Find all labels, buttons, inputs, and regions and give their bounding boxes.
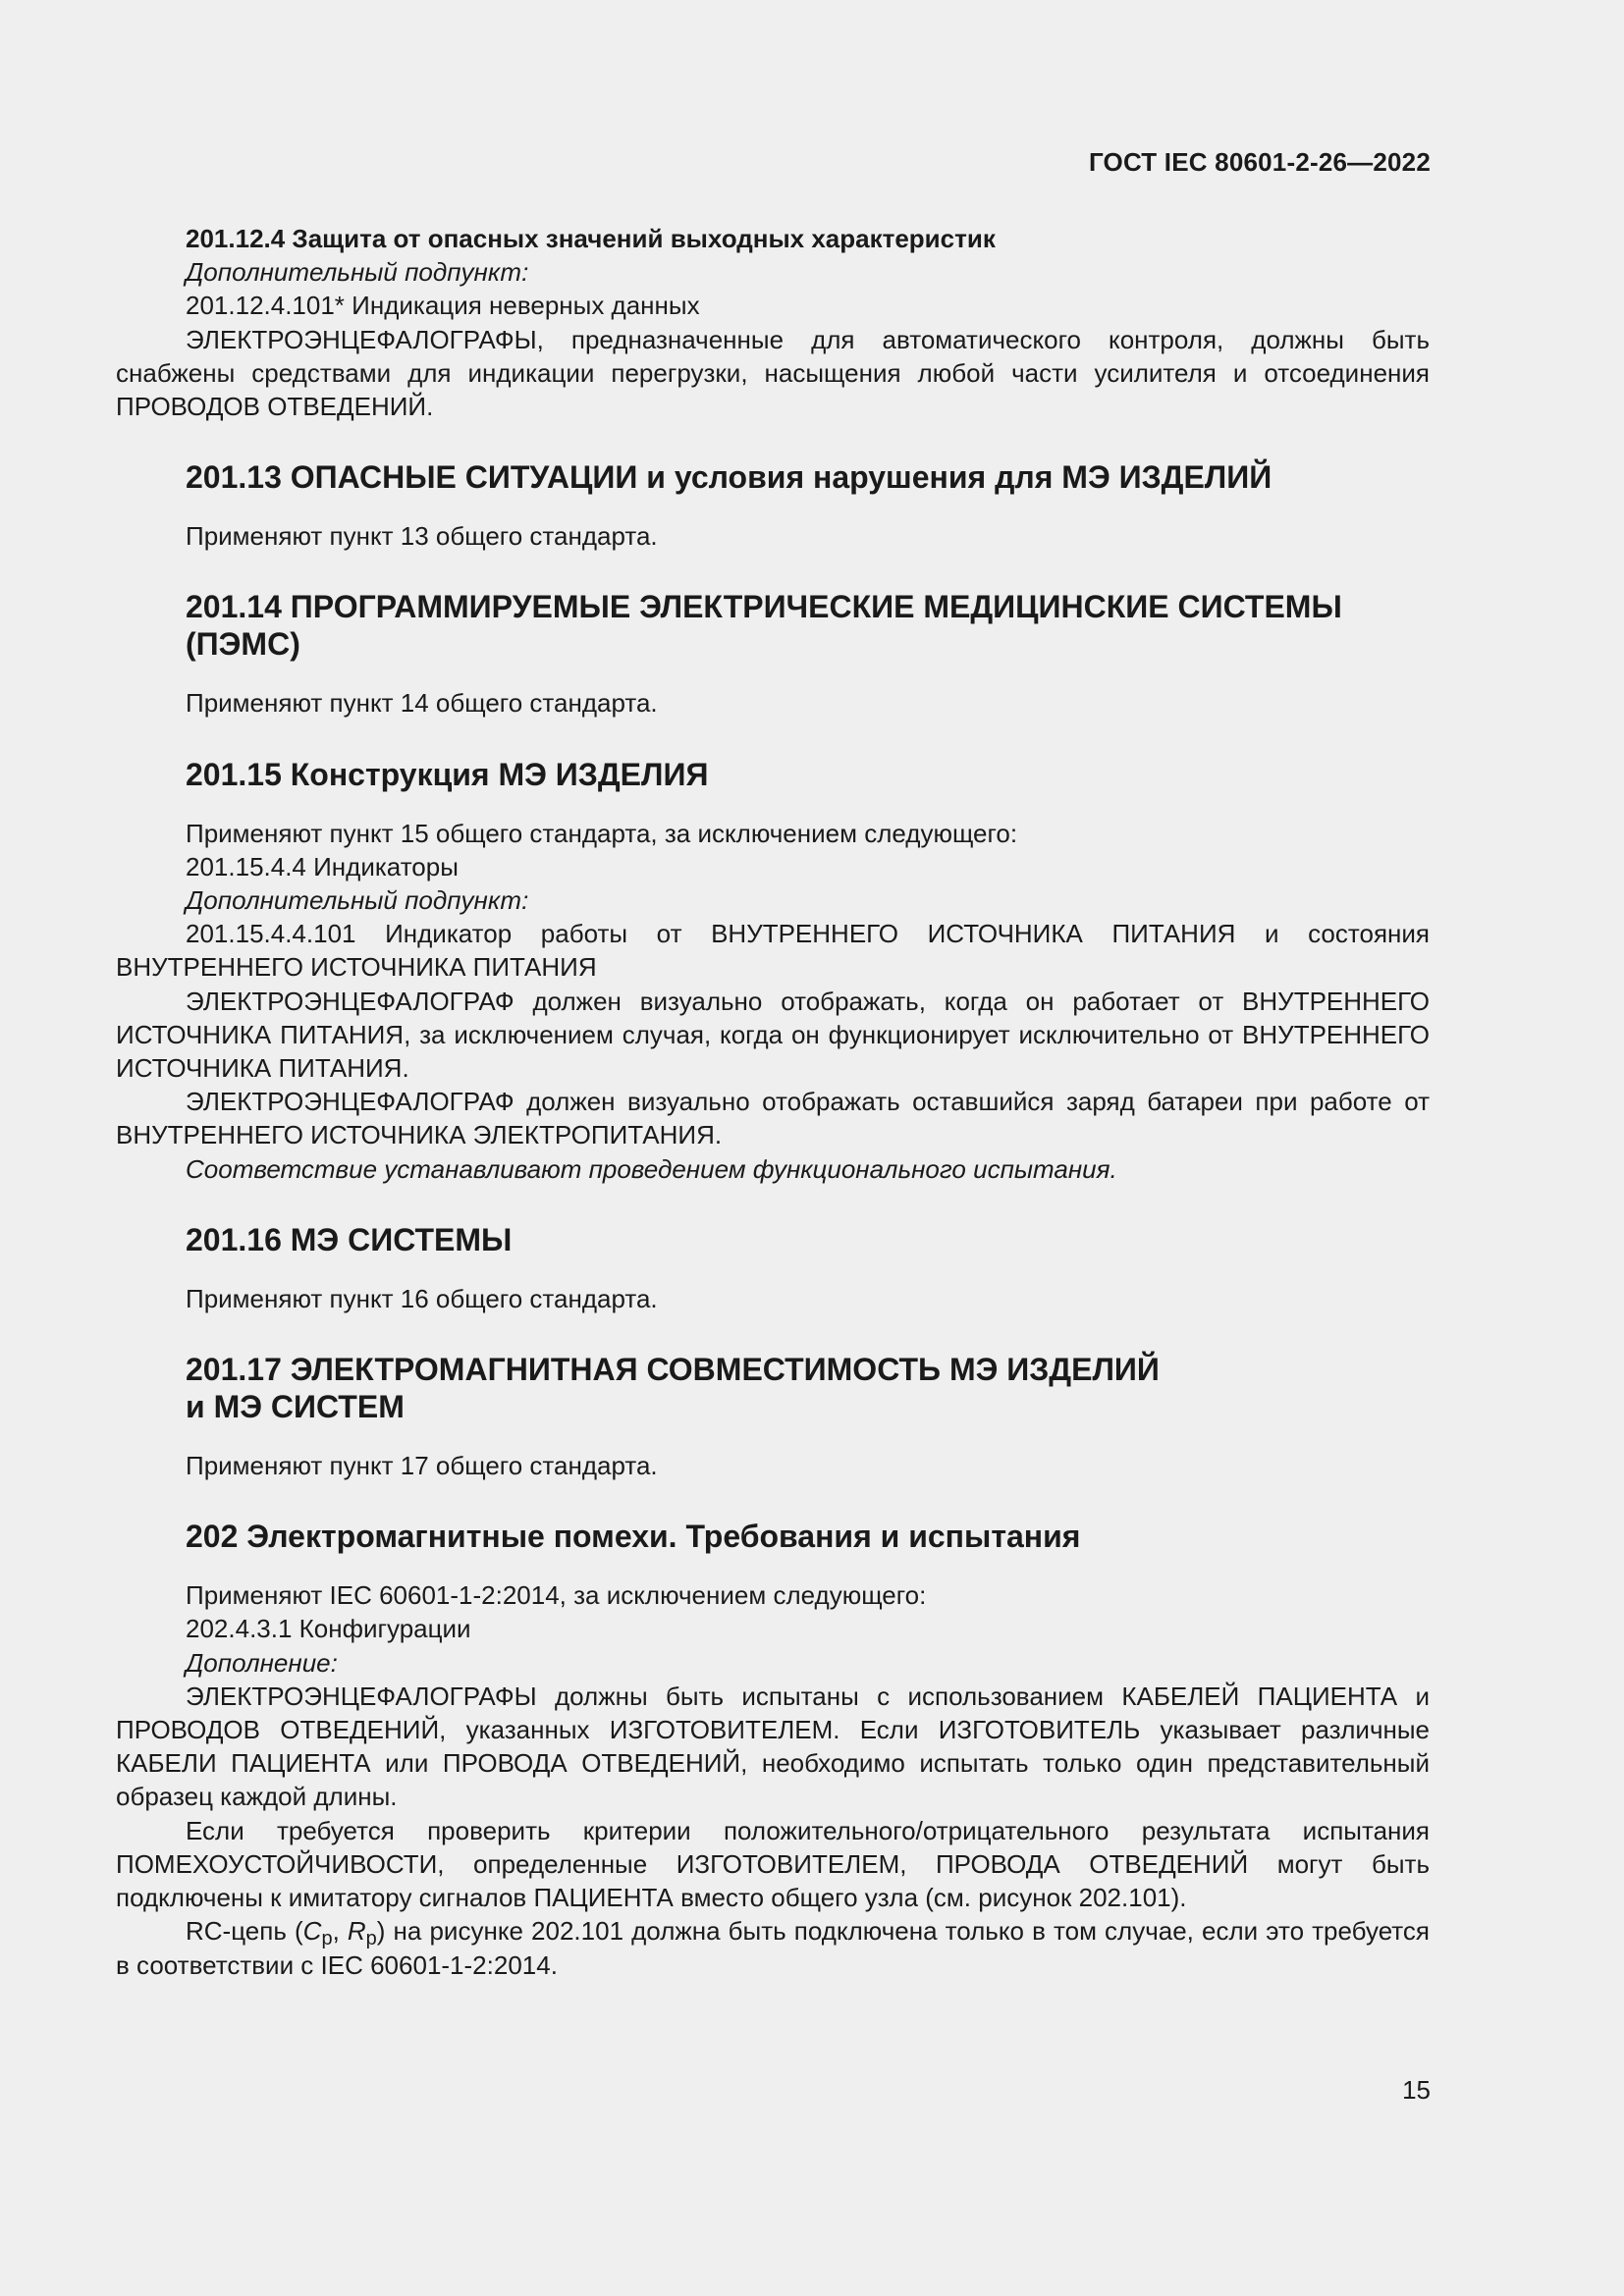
heading-line-2: и МЭ СИСТЕМ — [186, 1389, 405, 1425]
text-fragment: RC-цепь ( — [186, 1916, 303, 1947]
subclause-202-4-3-1: 202.4.3.1 Конфигурации — [186, 1614, 471, 1644]
paragraph: Применяют IEC 60601-1-2:2014, за исключением следующего: — [186, 1580, 927, 1611]
section-heading-201-17 — [116, 1351, 1430, 1425]
heading-line-1: 201.14 ПРОГРАММИРУЕМЫЕ ЭЛЕКТРИЧЕСКИЕ МЕДИЦИНСКИЕ СИСТЕМЫ — [186, 589, 1342, 625]
subclause-201-15-4-4: 201.15.4.4 Индикаторы — [186, 851, 459, 881]
section-heading-201-14 — [116, 588, 1430, 663]
paragraph: ЭЛЕКТРОЭНЦЕФАЛОГРАФЫ должны быть испытаны с использованием КАБЕЛЕЙ ПАЦИЕНТА и ПРОВОДОВ ОТВЕДЕНИЙ, указанных ИЗГОТОВИТЕЛЕМ. Если ИЗГОТОВИТЕЛЬ указывает различные КАБЕЛИ ПАЦИЕНТА или ПРОВОДА ОТВЕДЕНИЙ, необходимо испытать только один представительный образец каждой длины. — [116, 1681, 1430, 1812]
section-heading-201-16: 201.16 МЭ СИСТЕМЫ — [186, 1221, 513, 1257]
page-number: 15 — [1402, 2075, 1431, 2105]
paragraph: Применяют пункт 16 общего стандарта. — [186, 1283, 658, 1313]
document-body — [116, 222, 1430, 1982]
paragraph: Если требуется проверить критерии положительного/отрицательного результата испытания ПОМЕХОУСТОЙЧИВОСТИ, определенные ИЗГОТОВИТЕЛЕМ, ПРОВОДА ОТВЕДЕНИЙ могут быть подключены к имитатору сигналов ПАЦИЕНТА вместо общего узла (см. рисунок 202.101). — [116, 1815, 1430, 1913]
paragraph: ЭЛЕКТРОЭНЦЕФАЛОГРАФ должен визуально отображать, когда он работает от ВНУТРЕННЕГО ИСТОЧНИКА ПИТАНИЯ, за исключением случая, когда он функционирует исключительно от ВНУТРЕННЕГО ИСТОЧНИКА ПИТАНИЯ. — [116, 986, 1430, 1084]
section-heading-201-13: 201.13 ОПАСНЫЕ СИТУАЦИИ и условия нарушения для МЭ ИЗДЕЛИЙ — [186, 459, 1272, 496]
note-additional-subclause: Дополнительный подпункт: — [186, 257, 529, 288]
paragraph: Применяют пункт 17 общего стандарта. — [186, 1451, 658, 1481]
paragraph: Применяют пункт 13 общего стандарта. — [186, 521, 658, 552]
paragraph-rc-circuit — [116, 1914, 1430, 1981]
symbol-c: C — [302, 1916, 322, 1947]
subsection-title-201-12-4: 201.12.4 Защита от опасных значений выходных характеристик — [186, 224, 996, 253]
heading-line-2: (ПЭМС) — [186, 626, 300, 663]
section-heading-202: 202 Электромагнитные помехи. Требования и испытания — [186, 1519, 1081, 1555]
compliance-statement: Соответствие устанавливают проведением функционального испытания. — [186, 1153, 1117, 1184]
symbol-r: R — [347, 1916, 366, 1947]
subclause-201-12-4-101: 201.12.4.101* Индикация неверных данных — [186, 291, 700, 321]
paragraph: ЭЛЕКТРОЭНЦЕФАЛОГРАФЫ, предназначенные для автоматического контроля, должны быть снабжены средствами для индикации перегрузки, насыщения любой части усилителя и отсоединения ПРОВОДОВ ОТВЕДЕНИЙ. — [116, 324, 1430, 422]
subclause-201-15-4-4-101: 201.15.4.4.101 Индикатор работы от ВНУТРЕННЕГО ИСТОЧНИКА ПИТАНИЯ и состояния ВНУТРЕННЕГО ИСТОЧНИКА ПИТАНИЯ — [116, 919, 1430, 983]
text-fragment: , — [332, 1916, 348, 1947]
note-additional-subclause: Дополнительный подпункт: — [186, 885, 529, 916]
subscript: p — [365, 1928, 377, 1950]
paragraph: ЭЛЕКТРОЭНЦЕФАЛОГРАФ должен визуально отображать оставшийся заряд батареи при работе от ВНУТРЕННЕГО ИСТОЧНИКА ЭЛЕКТРОПИТАНИЯ. — [116, 1087, 1430, 1150]
section-heading-201-15: 201.15 Конструкция МЭ ИЗДЕЛИЯ — [186, 756, 709, 792]
document-id-header: ГОСТ IEC 80601-2-26—2022 — [1088, 147, 1431, 177]
paragraph: Применяют пункт 14 общего стандарта. — [186, 688, 658, 719]
note-addition: Дополнение: — [186, 1647, 338, 1678]
heading-line-1: 201.17 ЭЛЕКТРОМАГНИТНАЯ СОВМЕСТИМОСТЬ МЭ ИЗДЕЛИЙ — [186, 1352, 1160, 1388]
subscript: p — [321, 1928, 333, 1950]
paragraph: Применяют пункт 15 общего стандарта, за исключением следующего: — [186, 818, 1018, 848]
text-fragment: ) на рисунке 202.101 должна быть подключена только в том случае, если это требуется в соответствии с IEC 60601-1-2:2014. — [116, 1916, 1430, 1980]
